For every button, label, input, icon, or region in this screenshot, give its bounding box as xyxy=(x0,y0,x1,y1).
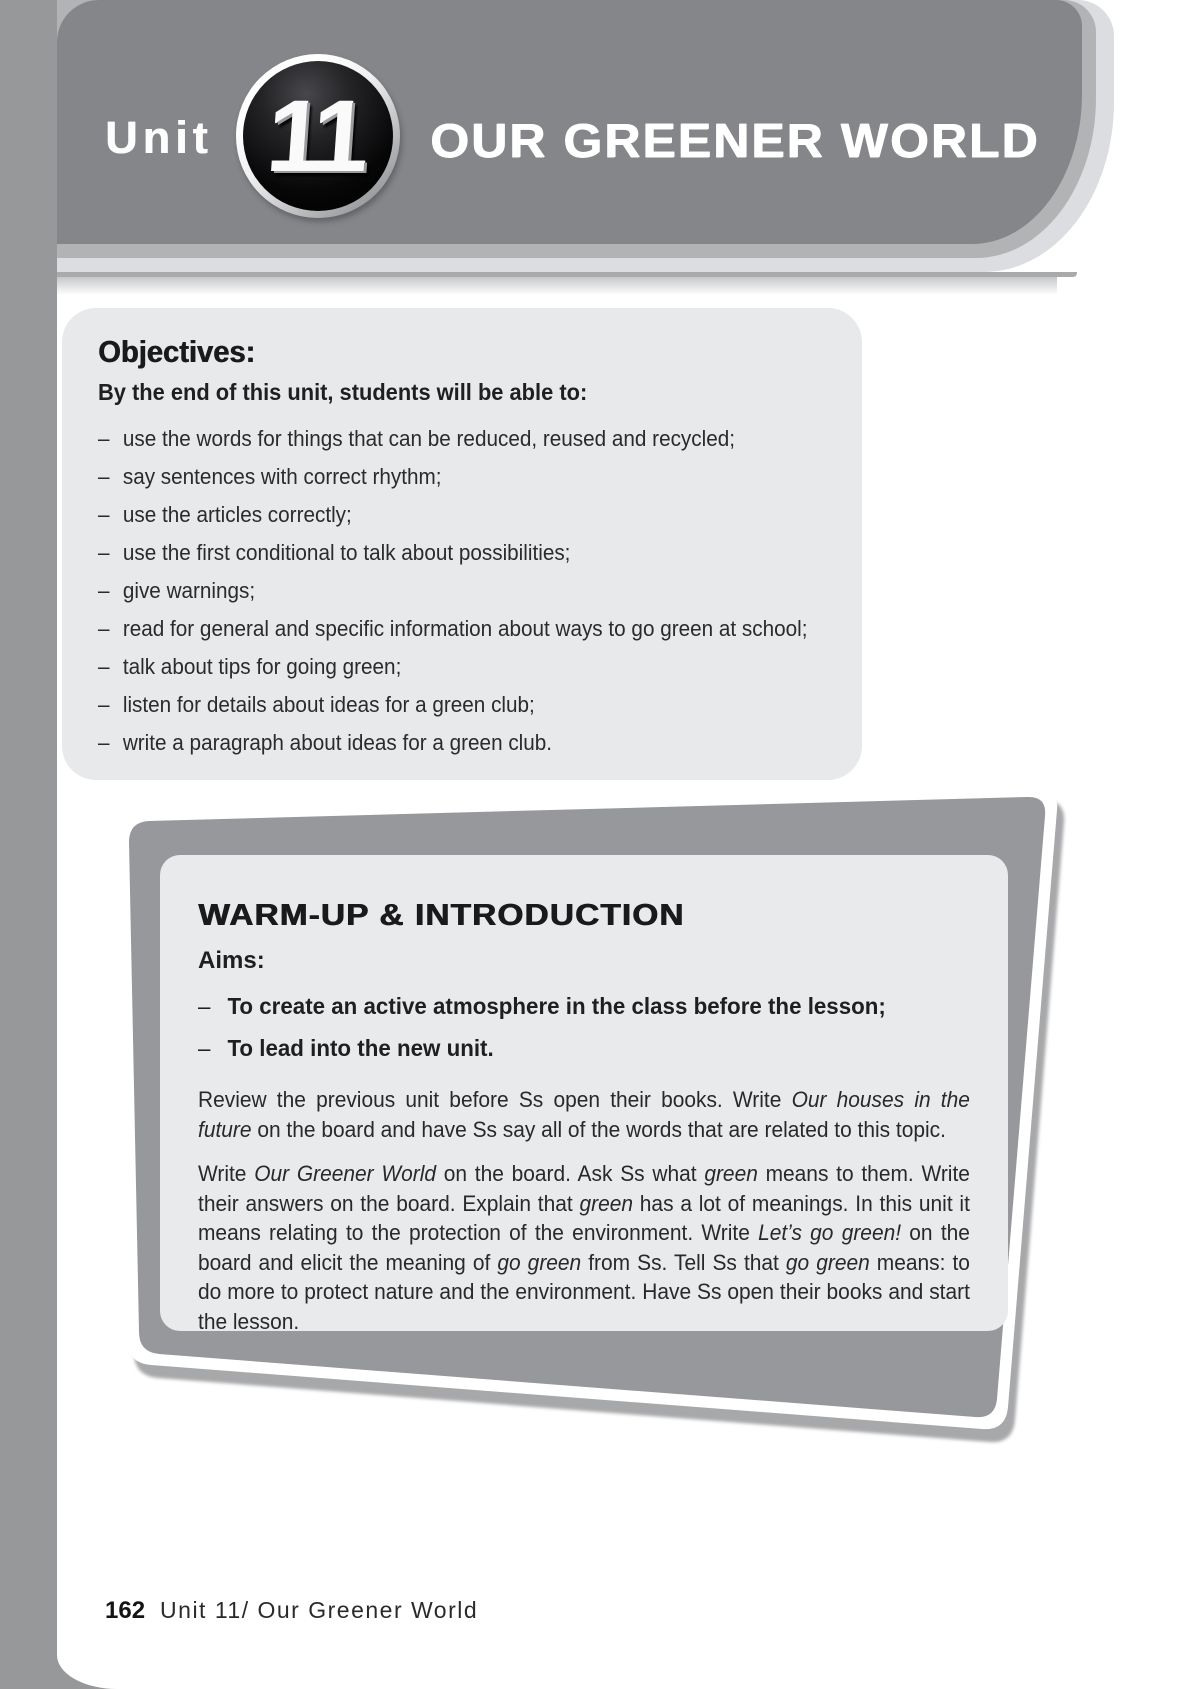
dash-bullet-icon: – xyxy=(98,654,110,679)
objective-item-text: listen for details about ideas for a green club; xyxy=(122,692,535,717)
left-strip-bottom-curve xyxy=(57,1655,117,1689)
left-margin-strip xyxy=(0,0,57,1689)
objective-item xyxy=(98,724,773,762)
aim-item xyxy=(198,1027,931,1069)
warmup-panel xyxy=(160,855,1008,1334)
objective-item xyxy=(98,458,773,496)
aim-item xyxy=(198,985,931,1027)
aims-label: Aims: xyxy=(198,947,265,974)
aim-item-text: To lead into the new unit. xyxy=(227,1034,494,1061)
banner-shadow-fade xyxy=(57,277,1057,295)
objective-item-text: say sentences with correct rhythm; xyxy=(122,464,442,489)
objective-item xyxy=(98,572,773,610)
dash-bullet-icon: – xyxy=(98,692,110,717)
dash-bullet-icon: – xyxy=(98,578,110,603)
page-number: 162 xyxy=(105,1597,146,1624)
dash-bullet-icon: – xyxy=(98,540,110,565)
warmup-paragraph: Review the previous unit before Ss open their books. Write Our houses in the future on the board and have Ss say all of the words that are related to this topic. xyxy=(198,1087,970,1142)
page-title: OUR GREENER WORLD xyxy=(430,115,1040,168)
objective-item-text: read for general and specific information about ways to go green at school; xyxy=(122,616,808,641)
objective-item-text: use the articles correctly; xyxy=(122,502,352,527)
objective-item xyxy=(98,648,773,686)
objective-item xyxy=(98,686,773,724)
unit-number: 11 xyxy=(263,78,367,193)
objective-item xyxy=(98,534,773,572)
warmup-paragraph: Write Our Greener World on the board. Ask Ss what green means to them. Write their answers on the board. Explain that green has a lot of meanings. In this unit it means relating to the protection of the environment. Write Let’s go green! on the board and elicit the meaning of go green from Ss. Tell Ss that go green means: to do more to protect nature and the environment. Have Ss open their books and start the lesson. xyxy=(198,1161,970,1334)
unit-number-badge-inner xyxy=(243,61,393,211)
aims-list xyxy=(198,985,970,1069)
objective-item xyxy=(98,420,773,458)
objective-item xyxy=(98,610,808,648)
objective-item-text: use the first conditional to talk about possibilities; xyxy=(122,540,571,565)
objectives-intro: By the end of this unit, students will be able to: xyxy=(98,379,588,405)
objectives-box xyxy=(62,308,862,780)
objective-item xyxy=(98,496,773,534)
objective-item-text: use the words for things that can be reduced, reused and recycled; xyxy=(122,426,736,451)
objectives-heading: Objectives: xyxy=(98,334,256,369)
aim-item-text: To create an active atmosphere in the class before the lesson; xyxy=(227,992,886,1019)
objective-item-text: talk about tips for going green; xyxy=(122,654,402,679)
warmup-heading: WARM-UP & INTRODUCTION xyxy=(198,897,685,932)
dash-bullet-icon: – xyxy=(98,502,110,527)
unit-number-badge xyxy=(236,54,400,218)
curve-mask xyxy=(57,1655,117,1689)
dash-bullet-icon: – xyxy=(98,426,110,451)
dash-bullet-icon: – xyxy=(198,992,211,1019)
footer-label: Unit 11/ Our Greener World xyxy=(160,1597,479,1623)
footer xyxy=(105,1597,478,1625)
dash-bullet-icon: – xyxy=(98,616,110,641)
unit-word: Unit xyxy=(105,112,213,163)
dash-bullet-icon: – xyxy=(98,730,110,755)
objectives-list xyxy=(98,420,832,762)
objective-item-text: give warnings; xyxy=(122,578,256,603)
dash-bullet-icon: – xyxy=(98,464,110,489)
dash-bullet-icon: – xyxy=(198,1034,211,1061)
objective-item-text: write a paragraph about ideas for a green club. xyxy=(122,730,553,755)
